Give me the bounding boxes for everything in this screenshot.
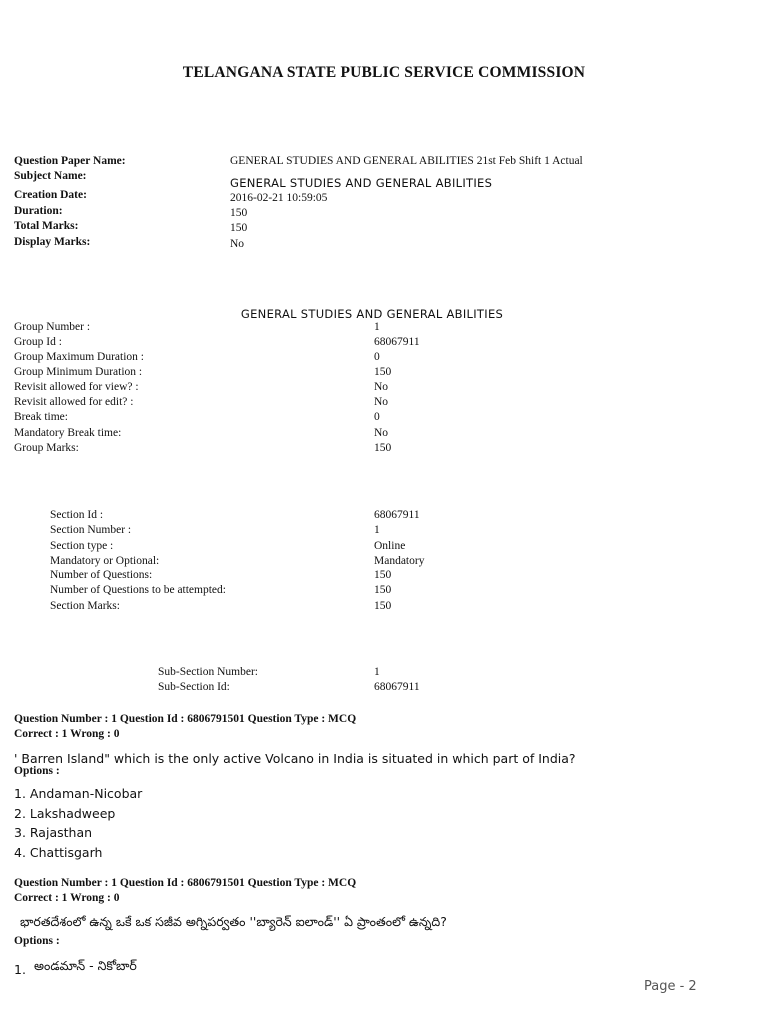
section-value: 150 [374, 584, 392, 596]
group-label: Group Maximum Duration : [14, 351, 144, 363]
group-value: 150 [374, 366, 392, 378]
question-marks: Correct : 1 Wrong : 0 [14, 728, 120, 740]
option-item: 2. Lakshadweep [14, 806, 116, 821]
section-value: 68067911 [374, 509, 420, 521]
info-value: 2016-02-21 10:59:05 [230, 192, 328, 204]
group-label: Group Id : [14, 336, 62, 348]
option-item: 4. Chattisgarh [14, 845, 103, 860]
section-label: Section Id : [50, 509, 104, 521]
subsection-label: Sub-Section Id: [158, 681, 230, 693]
question-text: భారతదేశంలో ఉన్న ఒకే ఒక సజీవ అగ్నిపర్వతం ''బ్యారెన్ ఐలాండ్'' ఏ ప్రాంతంలో ఉన్నది? [20, 914, 447, 929]
group-value: 68067911 [374, 336, 420, 348]
group-label: Revisit allowed for edit? : [14, 396, 134, 408]
group-label: Group Number : [14, 321, 91, 333]
group-value: No [374, 396, 389, 408]
option-item: అండమాన్ - నికోబార్ [34, 958, 137, 973]
group-label: Revisit allowed for view? : [14, 381, 139, 393]
option-item: 1. Andaman-Nicobar [14, 786, 143, 801]
group-value: No [374, 427, 389, 439]
options-label: Options : [14, 935, 60, 947]
group-label: Group Marks: [14, 442, 79, 454]
info-label: Question Paper Name: [14, 155, 126, 167]
section-label: Section Number : [50, 524, 132, 536]
subsection-value: 68067911 [374, 681, 420, 693]
section-label: Section type : [50, 540, 114, 552]
group-value: 150 [374, 442, 392, 454]
section-label: Mandatory or Optional: [50, 555, 160, 567]
question-text: ' Barren Island" which is the only active Volcano in India is situated in which part of India? [14, 751, 576, 766]
options-label: Options : [14, 765, 60, 777]
subsection-label: Sub-Section Number: [158, 666, 258, 678]
subsection-value: 1 [374, 666, 380, 678]
option-number: 1. [14, 962, 26, 977]
group-value: 0 [374, 351, 380, 363]
group-heading: GENERAL STUDIES AND GENERAL ABILITIES [240, 307, 504, 321]
group-value: 1 [374, 321, 380, 333]
question-header: Question Number : 1 Question Id : 6806791501 Question Type : MCQ [14, 877, 357, 889]
group-label: Break time: [14, 411, 68, 423]
info-value: GENERAL STUDIES AND GENERAL ABILITIES [230, 176, 493, 190]
info-value: GENERAL STUDIES AND GENERAL ABILITIES 21st Feb Shift 1 Actual [230, 155, 583, 167]
info-value: No [230, 238, 245, 250]
info-label: Display Marks: [14, 236, 91, 248]
option-item: 3. Rajasthan [14, 825, 93, 840]
info-label: Creation Date: [14, 189, 87, 201]
page-title: TELANGANA STATE PUBLIC SERVICE COMMISSION [182, 64, 586, 81]
question-marks: Correct : 1 Wrong : 0 [14, 892, 120, 904]
group-label: Mandatory Break time: [14, 427, 122, 439]
group-label: Group Minimum Duration : [14, 366, 143, 378]
page-number: Page - 2 [644, 979, 697, 994]
section-value: 150 [374, 600, 392, 612]
info-label: Subject Name: [14, 170, 87, 182]
question-header: Question Number : 1 Question Id : 6806791501 Question Type : MCQ [14, 713, 357, 725]
info-label: Total Marks: [14, 220, 79, 232]
section-label: Number of Questions to be attempted: [50, 584, 226, 596]
section-label: Number of Questions: [50, 569, 153, 581]
section-label: Section Marks: [50, 600, 120, 612]
group-value: No [374, 381, 389, 393]
section-value: 150 [374, 569, 392, 581]
section-value: Online [374, 540, 406, 552]
info-value: 150 [230, 222, 248, 234]
group-value: 0 [374, 411, 380, 423]
section-value: 1 [374, 524, 380, 536]
section-value: Mandatory [374, 555, 425, 567]
info-label: Duration: [14, 205, 63, 217]
info-value: 150 [230, 207, 248, 219]
